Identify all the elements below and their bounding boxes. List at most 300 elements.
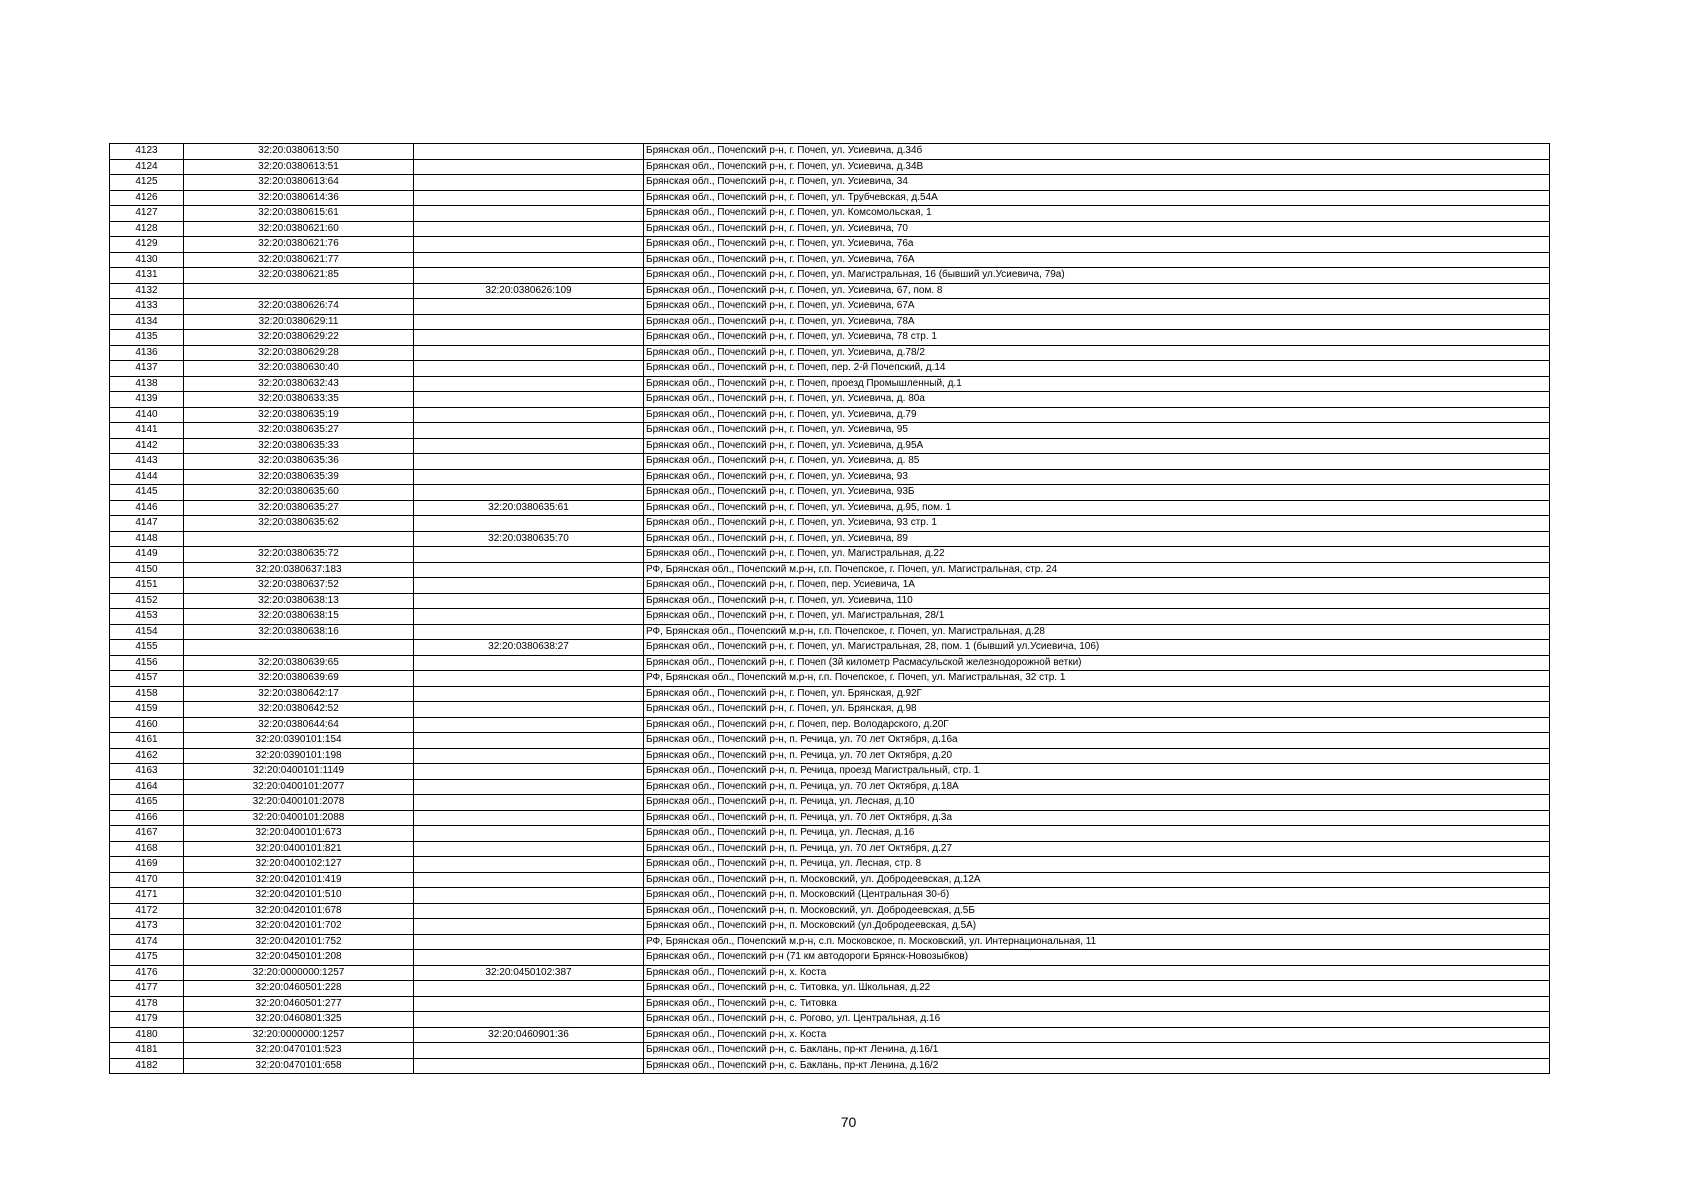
table-row	[110, 175, 1550, 191]
row-number-cell: 4177	[110, 981, 184, 997]
table-row	[110, 547, 1550, 563]
cadastral-number-cell: 32:20:0380635:39	[184, 469, 414, 485]
registry-table-body	[110, 144, 1550, 1074]
address-cell: Брянская обл., Почепский р-н, г. Почеп, ул. Усиевича, 93	[644, 469, 1550, 485]
table-row	[110, 748, 1550, 764]
table-row	[110, 779, 1550, 795]
parent-cadastral-number-cell	[414, 330, 644, 346]
cadastral-number-cell: 32:20:0380629:22	[184, 330, 414, 346]
cadastral-number-cell: 32:20:0380629:11	[184, 314, 414, 330]
table-row	[110, 795, 1550, 811]
parent-cadastral-number-cell	[414, 981, 644, 997]
table-row	[110, 268, 1550, 284]
parent-cadastral-number-cell	[414, 810, 644, 826]
table-row	[110, 671, 1550, 687]
parent-cadastral-number-cell	[414, 841, 644, 857]
table-row	[110, 562, 1550, 578]
row-number-cell: 4152	[110, 593, 184, 609]
cadastral-number-cell: 32:20:0380639:69	[184, 671, 414, 687]
address-cell: Брянская обл., Почепский р-н, г. Почеп, ул. Усиевича, 34	[644, 175, 1550, 191]
cadastral-number-cell: 32:20:0380635:27	[184, 500, 414, 516]
address-cell: Брянская обл., Почепский р-н, с. Титовка	[644, 996, 1550, 1012]
cadastral-number-cell: 32:20:0400101:821	[184, 841, 414, 857]
parent-cadastral-number-cell	[414, 609, 644, 625]
row-number-cell: 4153	[110, 609, 184, 625]
address-cell: Брянская обл., Почепский р-н, г. Почеп, ул. Усиевича, д.95, пом. 1	[644, 500, 1550, 516]
row-number-cell: 4138	[110, 376, 184, 392]
address-cell: Брянская обл., Почепский р-н, г. Почеп, ул. Усиевича, 89	[644, 531, 1550, 547]
parent-cadastral-number-cell	[414, 888, 644, 904]
address-cell: Брянская обл., Почепский р-н, с. Рогово, ул. Центральная, д.16	[644, 1012, 1550, 1028]
table-row	[110, 376, 1550, 392]
cadastral-number-cell: 32:20:0420101:752	[184, 934, 414, 950]
table-row	[110, 206, 1550, 222]
cadastral-number-cell: 32:20:0000000:1257	[184, 1027, 414, 1043]
row-number-cell: 4156	[110, 655, 184, 671]
row-number-cell: 4142	[110, 438, 184, 454]
table-row	[110, 578, 1550, 594]
address-cell: РФ, Брянская обл., Почепский м.р-н, г.п. Почепское, г. Почеп, ул. Магистральная, д.28	[644, 624, 1550, 640]
cadastral-number-cell: 32:20:0400101:1149	[184, 764, 414, 780]
row-number-cell: 4169	[110, 857, 184, 873]
row-number-cell: 4146	[110, 500, 184, 516]
row-number-cell: 4178	[110, 996, 184, 1012]
parent-cadastral-number-cell	[414, 314, 644, 330]
table-row	[110, 190, 1550, 206]
parent-cadastral-number-cell	[414, 516, 644, 532]
cadastral-number-cell: 32:20:0460501:277	[184, 996, 414, 1012]
table-row	[110, 1012, 1550, 1028]
address-cell: Брянская обл., Почепский р-н, г. Почеп, ул. Усиевича, д.95А	[644, 438, 1550, 454]
address-cell: РФ, Брянская обл., Почепский м.р-н, с.п. Московское, п. Московский, ул. Интернациональная, 11	[644, 934, 1550, 950]
cadastral-number-cell: 32:20:0380615:61	[184, 206, 414, 222]
table-row	[110, 810, 1550, 826]
cadastral-number-cell: 32:20:0420101:702	[184, 919, 414, 935]
row-number-cell: 4126	[110, 190, 184, 206]
table-row	[110, 531, 1550, 547]
parent-cadastral-number-cell	[414, 423, 644, 439]
parent-cadastral-number-cell	[414, 469, 644, 485]
cadastral-number-cell: 32:20:0380637:183	[184, 562, 414, 578]
parent-cadastral-number-cell	[414, 733, 644, 749]
table-row	[110, 314, 1550, 330]
cadastral-number-cell: 32:20:0380613:50	[184, 144, 414, 160]
row-number-cell: 4161	[110, 733, 184, 749]
cadastral-number-cell: 32:20:0380635:36	[184, 454, 414, 470]
address-cell: Брянская обл., Почепский р-н, г. Почеп, ул. Магистральная, 28, пом. 1 (бывший ул.Усиевича, 106)	[644, 640, 1550, 656]
parent-cadastral-number-cell	[414, 345, 644, 361]
row-number-cell: 4159	[110, 702, 184, 718]
cadastral-number-cell: 32:20:0380621:60	[184, 221, 414, 237]
cadastral-number-cell: 32:20:0390101:154	[184, 733, 414, 749]
parent-cadastral-number-cell: 32:20:0380626:109	[414, 283, 644, 299]
cadastral-number-cell: 32:20:0470101:658	[184, 1058, 414, 1074]
row-number-cell: 4154	[110, 624, 184, 640]
row-number-cell: 4123	[110, 144, 184, 160]
parent-cadastral-number-cell	[414, 826, 644, 842]
address-cell: Брянская обл., Почепский р-н, г. Почеп, ул. Усиевича, д.34В	[644, 159, 1550, 175]
cadastral-number-cell: 32:20:0380642:52	[184, 702, 414, 718]
row-number-cell: 4163	[110, 764, 184, 780]
table-row	[110, 702, 1550, 718]
row-number-cell: 4170	[110, 872, 184, 888]
address-cell: Брянская обл., Почепский р-н, с. Баклань, пр-кт Ленина, д.16/1	[644, 1043, 1550, 1059]
parent-cadastral-number-cell	[414, 144, 644, 160]
address-cell: Брянская обл., Почепский р-н, х. Коста	[644, 965, 1550, 981]
address-cell: Брянская обл., Почепский р-н, г. Почеп, ул. Усиевича, д.34б	[644, 144, 1550, 160]
address-cell: Брянская обл., Почепский р-н, г. Почеп, ул. Усиевича, д. 80а	[644, 392, 1550, 408]
row-number-cell: 4173	[110, 919, 184, 935]
cadastral-number-cell: 32:20:0380621:77	[184, 252, 414, 268]
table-row	[110, 407, 1550, 423]
table-row	[110, 454, 1550, 470]
cadastral-number-cell: 32:20:0450101:208	[184, 950, 414, 966]
parent-cadastral-number-cell	[414, 268, 644, 284]
cadastral-number-cell: 32:20:0380626:74	[184, 299, 414, 315]
table-row	[110, 159, 1550, 175]
cadastral-number-cell: 32:20:0380633:35	[184, 392, 414, 408]
row-number-cell: 4160	[110, 717, 184, 733]
cadastral-number-cell: 32:20:0460801:325	[184, 1012, 414, 1028]
parent-cadastral-number-cell	[414, 221, 644, 237]
row-number-cell: 4165	[110, 795, 184, 811]
parent-cadastral-number-cell	[414, 299, 644, 315]
parent-cadastral-number-cell	[414, 361, 644, 377]
address-cell: Брянская обл., Почепский р-н, г. Почеп, ул. Усиевича, 95	[644, 423, 1550, 439]
address-cell: Брянская обл., Почепский р-н, п. Речица, проезд Магистральный, стр. 1	[644, 764, 1550, 780]
parent-cadastral-number-cell	[414, 237, 644, 253]
row-number-cell: 4128	[110, 221, 184, 237]
table-row	[110, 345, 1550, 361]
address-cell: Брянская обл., Почепский р-н, п. Речица, ул. 70 лет Октября, д.20	[644, 748, 1550, 764]
parent-cadastral-number-cell	[414, 190, 644, 206]
cadastral-number-cell: 32:20:0400101:2077	[184, 779, 414, 795]
table-row	[110, 733, 1550, 749]
address-cell: Брянская обл., Почепский р-н, с. Титовка, ул. Школьная, д.22	[644, 981, 1550, 997]
row-number-cell: 4147	[110, 516, 184, 532]
table-row	[110, 361, 1550, 377]
parent-cadastral-number-cell	[414, 748, 644, 764]
row-number-cell: 4139	[110, 392, 184, 408]
address-cell: Брянская обл., Почепский р-н, г. Почеп, пер. Володарского, д.20Г	[644, 717, 1550, 733]
row-number-cell: 4130	[110, 252, 184, 268]
parent-cadastral-number-cell	[414, 252, 644, 268]
address-cell: Брянская обл., Почепский р-н, г. Почеп, ул. Трубчевская, д.54А	[644, 190, 1550, 206]
parent-cadastral-number-cell	[414, 624, 644, 640]
parent-cadastral-number-cell	[414, 562, 644, 578]
address-cell: Брянская обл., Почепский р-н, г. Почеп, ул. Усиевича, 93 стр. 1	[644, 516, 1550, 532]
registry-table	[109, 143, 1550, 1074]
address-cell: Брянская обл., Почепский р-н, г. Почеп, ул. Усиевича, 76а	[644, 237, 1550, 253]
address-cell: Брянская обл., Почепский р-н, г. Почеп, пер. Усиевича, 1А	[644, 578, 1550, 594]
row-number-cell: 4167	[110, 826, 184, 842]
page-number: 70	[840, 1114, 857, 1130]
row-number-cell: 4182	[110, 1058, 184, 1074]
row-number-cell: 4166	[110, 810, 184, 826]
parent-cadastral-number-cell	[414, 1043, 644, 1059]
row-number-cell: 4127	[110, 206, 184, 222]
row-number-cell: 4168	[110, 841, 184, 857]
cadastral-number-cell: 32:20:0380632:43	[184, 376, 414, 392]
address-cell: Брянская обл., Почепский р-н, г. Почеп, ул. Усиевича, 70	[644, 221, 1550, 237]
parent-cadastral-number-cell: 32:20:0380635:70	[414, 531, 644, 547]
cadastral-number-cell: 32:20:0400101:673	[184, 826, 414, 842]
row-number-cell: 4158	[110, 686, 184, 702]
table-row	[110, 500, 1550, 516]
row-number-cell: 4129	[110, 237, 184, 253]
row-number-cell: 4125	[110, 175, 184, 191]
parent-cadastral-number-cell	[414, 547, 644, 563]
parent-cadastral-number-cell	[414, 655, 644, 671]
table-row	[110, 1043, 1550, 1059]
table-row	[110, 283, 1550, 299]
parent-cadastral-number-cell	[414, 903, 644, 919]
table-row	[110, 423, 1550, 439]
parent-cadastral-number-cell	[414, 934, 644, 950]
table-row	[110, 1058, 1550, 1074]
table-row	[110, 919, 1550, 935]
parent-cadastral-number-cell	[414, 717, 644, 733]
address-cell: РФ, Брянская обл., Почепский м.р-н, г.п. Почепское, г. Почеп, ул. Магистральная, стр. 24	[644, 562, 1550, 578]
address-cell: Брянская обл., Почепский р-н, п. Речица, ул. 70 лет Октября, д.18А	[644, 779, 1550, 795]
address-cell: Брянская обл., Почепский р-н, г. Почеп, ул. Усиевича, 110	[644, 593, 1550, 609]
address-cell: Брянская обл., Почепский р-н, г. Почеп, ул. Усиевича, 93Б	[644, 485, 1550, 501]
table-row	[110, 469, 1550, 485]
table-row	[110, 144, 1550, 160]
parent-cadastral-number-cell	[414, 578, 644, 594]
cadastral-number-cell: 32:20:0420101:419	[184, 872, 414, 888]
parent-cadastral-number-cell	[414, 795, 644, 811]
cadastral-number-cell: 32:20:0470101:523	[184, 1043, 414, 1059]
cadastral-number-cell: 32:20:0380638:15	[184, 609, 414, 625]
row-number-cell: 4140	[110, 407, 184, 423]
cadastral-number-cell	[184, 640, 414, 656]
cadastral-number-cell: 32:20:0400102:127	[184, 857, 414, 873]
row-number-cell: 4181	[110, 1043, 184, 1059]
cadastral-number-cell: 32:20:0380635:33	[184, 438, 414, 454]
row-number-cell: 4137	[110, 361, 184, 377]
cadastral-number-cell	[184, 531, 414, 547]
address-cell: Брянская обл., Почепский р-н, г. Почеп, ул. Магистральная, 16 (бывший ул.Усиевича, 79а)	[644, 268, 1550, 284]
address-cell: Брянская обл., Почепский р-н, п. Московский (Центральная 30-б)	[644, 888, 1550, 904]
row-number-cell: 4135	[110, 330, 184, 346]
cadastral-number-cell: 32:20:0380614:36	[184, 190, 414, 206]
cadastral-number-cell: 32:20:0380639:65	[184, 655, 414, 671]
parent-cadastral-number-cell	[414, 779, 644, 795]
row-number-cell: 4162	[110, 748, 184, 764]
parent-cadastral-number-cell	[414, 175, 644, 191]
address-cell: Брянская обл., Почепский р-н, х. Коста	[644, 1027, 1550, 1043]
table-row	[110, 996, 1550, 1012]
table-row	[110, 640, 1550, 656]
row-number-cell: 4179	[110, 1012, 184, 1028]
address-cell: Брянская обл., Почепский р-н, п. Московский (ул.Добродеевская, д.5А)	[644, 919, 1550, 935]
address-cell: Брянская обл., Почепский р-н, п. Речица, ул. Лесная, стр. 8	[644, 857, 1550, 873]
parent-cadastral-number-cell: 32:20:0450102:387	[414, 965, 644, 981]
row-number-cell: 4136	[110, 345, 184, 361]
parent-cadastral-number-cell	[414, 872, 644, 888]
address-cell: Брянская обл., Почепский р-н, г. Почеп, ул. Брянская, д.92Г	[644, 686, 1550, 702]
cadastral-number-cell: 32:20:0380613:64	[184, 175, 414, 191]
parent-cadastral-number-cell	[414, 454, 644, 470]
cadastral-number-cell: 32:20:0380638:13	[184, 593, 414, 609]
row-number-cell: 4131	[110, 268, 184, 284]
address-cell: Брянская обл., Почепский р-н, г. Почеп, ул. Усиевича, 78А	[644, 314, 1550, 330]
row-number-cell: 4148	[110, 531, 184, 547]
cadastral-number-cell: 32:20:0400101:2088	[184, 810, 414, 826]
table-row	[110, 841, 1550, 857]
row-number-cell: 4132	[110, 283, 184, 299]
table-row	[110, 764, 1550, 780]
table-row	[110, 609, 1550, 625]
table-row	[110, 485, 1550, 501]
cadastral-number-cell: 32:20:0420101:510	[184, 888, 414, 904]
address-cell: Брянская обл., Почепский р-н, г. Почеп, ул. Усиевича, д. 85	[644, 454, 1550, 470]
table-row	[110, 237, 1550, 253]
row-number-cell: 4176	[110, 965, 184, 981]
row-number-cell: 4145	[110, 485, 184, 501]
cadastral-number-cell: 32:20:0380630:40	[184, 361, 414, 377]
parent-cadastral-number-cell	[414, 671, 644, 687]
parent-cadastral-number-cell	[414, 392, 644, 408]
address-cell: Брянская обл., Почепский р-н, п. Речица, ул. Лесная, д.16	[644, 826, 1550, 842]
cadastral-number-cell: 32:20:0380635:60	[184, 485, 414, 501]
cadastral-number-cell: 32:20:0460501:228	[184, 981, 414, 997]
address-cell: Брянская обл., Почепский р-н, г. Почеп, ул. Магистральная, 28/1	[644, 609, 1550, 625]
cadastral-number-cell: 32:20:0380635:62	[184, 516, 414, 532]
row-number-cell: 4164	[110, 779, 184, 795]
address-cell: Брянская обл., Почепский р-н, п. Московский, ул. Добродеевская, д.5Б	[644, 903, 1550, 919]
cadastral-number-cell: 32:20:0400101:2078	[184, 795, 414, 811]
parent-cadastral-number-cell	[414, 686, 644, 702]
row-number-cell: 4150	[110, 562, 184, 578]
parent-cadastral-number-cell	[414, 996, 644, 1012]
table-row	[110, 857, 1550, 873]
cadastral-number-cell: 32:20:0380635:19	[184, 407, 414, 423]
parent-cadastral-number-cell	[414, 159, 644, 175]
address-cell: Брянская обл., Почепский р-н, г. Почеп, ул. Магистральная, д.22	[644, 547, 1550, 563]
table-row	[110, 624, 1550, 640]
parent-cadastral-number-cell	[414, 1012, 644, 1028]
address-cell: Брянская обл., Почепский р-н, с. Баклань, пр-кт Ленина, д.16/2	[644, 1058, 1550, 1074]
table-row	[110, 392, 1550, 408]
table-row	[110, 826, 1550, 842]
address-cell: Брянская обл., Почепский р-н, г. Почеп, ул. Усиевича, д.78/2	[644, 345, 1550, 361]
row-number-cell: 4155	[110, 640, 184, 656]
table-row	[110, 981, 1550, 997]
cadastral-number-cell: 32:20:0000000:1257	[184, 965, 414, 981]
table-row	[110, 299, 1550, 315]
address-cell: Брянская обл., Почепский р-н, п. Речица, ул. 70 лет Октября, д.3а	[644, 810, 1550, 826]
row-number-cell: 4180	[110, 1027, 184, 1043]
row-number-cell: 4174	[110, 934, 184, 950]
table-row	[110, 655, 1550, 671]
cadastral-number-cell: 32:20:0380642:17	[184, 686, 414, 702]
table-row	[110, 252, 1550, 268]
address-cell: Брянская обл., Почепский р-н, г. Почеп, ул. Комсомольская, 1	[644, 206, 1550, 222]
cadastral-number-cell: 32:20:0380621:85	[184, 268, 414, 284]
cadastral-number-cell: 32:20:0380621:76	[184, 237, 414, 253]
cadastral-number-cell: 32:20:0380629:28	[184, 345, 414, 361]
row-number-cell: 4151	[110, 578, 184, 594]
parent-cadastral-number-cell	[414, 1058, 644, 1074]
table-row	[110, 686, 1550, 702]
table-row	[110, 438, 1550, 454]
parent-cadastral-number-cell: 32:20:0380638:27	[414, 640, 644, 656]
cadastral-number-cell	[184, 283, 414, 299]
parent-cadastral-number-cell	[414, 438, 644, 454]
cadastral-number-cell: 32:20:0380635:27	[184, 423, 414, 439]
row-number-cell: 4175	[110, 950, 184, 966]
address-cell: РФ, Брянская обл., Почепский м.р-н, г.п. Почепское, г. Почеп, ул. Магистральная, 32 стр. 1	[644, 671, 1550, 687]
address-cell: Брянская обл., Почепский р-н, г. Почеп, ул. Усиевича, 78 стр. 1	[644, 330, 1550, 346]
address-cell: Брянская обл., Почепский р-н, г. Почеп (3й километр Расмасульской железнодорожной ветки)	[644, 655, 1550, 671]
parent-cadastral-number-cell: 32:20:0380635:61	[414, 500, 644, 516]
address-cell: Брянская обл., Почепский р-н, г. Почеп, пер. 2-й Почепский, д.14	[644, 361, 1550, 377]
row-number-cell: 4141	[110, 423, 184, 439]
cadastral-number-cell: 32:20:0380637:52	[184, 578, 414, 594]
parent-cadastral-number-cell	[414, 407, 644, 423]
address-cell: Брянская обл., Почепский р-н, п. Московский, ул. Добродеевская, д.12А	[644, 872, 1550, 888]
address-cell: Брянская обл., Почепский р-н, г. Почеп, ул. Усиевича, 76А	[644, 252, 1550, 268]
parent-cadastral-number-cell	[414, 376, 644, 392]
parent-cadastral-number-cell	[414, 857, 644, 873]
cadastral-number-cell: 32:20:0380638:16	[184, 624, 414, 640]
table-row	[110, 965, 1550, 981]
address-cell: Брянская обл., Почепский р-н (71 км автодороги Брянск-Новозыбков)	[644, 950, 1550, 966]
table-row	[110, 888, 1550, 904]
address-cell: Брянская обл., Почепский р-н, г. Почеп, проезд Промышленный, д.1	[644, 376, 1550, 392]
parent-cadastral-number-cell	[414, 702, 644, 718]
table-row	[110, 221, 1550, 237]
row-number-cell: 4124	[110, 159, 184, 175]
table-row	[110, 872, 1550, 888]
cadastral-number-cell: 32:20:0420101:678	[184, 903, 414, 919]
parent-cadastral-number-cell	[414, 206, 644, 222]
parent-cadastral-number-cell	[414, 485, 644, 501]
cadastral-number-cell: 32:20:0380613:51	[184, 159, 414, 175]
row-number-cell: 4157	[110, 671, 184, 687]
table-row	[110, 593, 1550, 609]
address-cell: Брянская обл., Почепский р-н, г. Почеп, ул. Усиевича, 67А	[644, 299, 1550, 315]
row-number-cell: 4144	[110, 469, 184, 485]
row-number-cell: 4149	[110, 547, 184, 563]
table-row	[110, 934, 1550, 950]
address-cell: Брянская обл., Почепский р-н, п. Речица, ул. 70 лет Октября, д.16а	[644, 733, 1550, 749]
row-number-cell: 4143	[110, 454, 184, 470]
parent-cadastral-number-cell: 32:20:0460901:36	[414, 1027, 644, 1043]
parent-cadastral-number-cell	[414, 919, 644, 935]
cadastral-number-cell: 32:20:0390101:198	[184, 748, 414, 764]
row-number-cell: 4172	[110, 903, 184, 919]
address-cell: Брянская обл., Почепский р-н, г. Почеп, ул. Брянская, д.98	[644, 702, 1550, 718]
parent-cadastral-number-cell	[414, 593, 644, 609]
table-row	[110, 903, 1550, 919]
cadastral-number-cell: 32:20:0380644:64	[184, 717, 414, 733]
table-row	[110, 717, 1550, 733]
table-row	[110, 330, 1550, 346]
row-number-cell: 4171	[110, 888, 184, 904]
table-row	[110, 1027, 1550, 1043]
row-number-cell: 4133	[110, 299, 184, 315]
table-row	[110, 950, 1550, 966]
parent-cadastral-number-cell	[414, 764, 644, 780]
row-number-cell: 4134	[110, 314, 184, 330]
address-cell: Брянская обл., Почепский р-н, п. Речица, ул. Лесная, д.10	[644, 795, 1550, 811]
cadastral-number-cell: 32:20:0380635:72	[184, 547, 414, 563]
address-cell: Брянская обл., Почепский р-н, г. Почеп, ул. Усиевича, д.79	[644, 407, 1550, 423]
address-cell: Брянская обл., Почепский р-н, г. Почеп, ул. Усиевича, 67, пом. 8	[644, 283, 1550, 299]
